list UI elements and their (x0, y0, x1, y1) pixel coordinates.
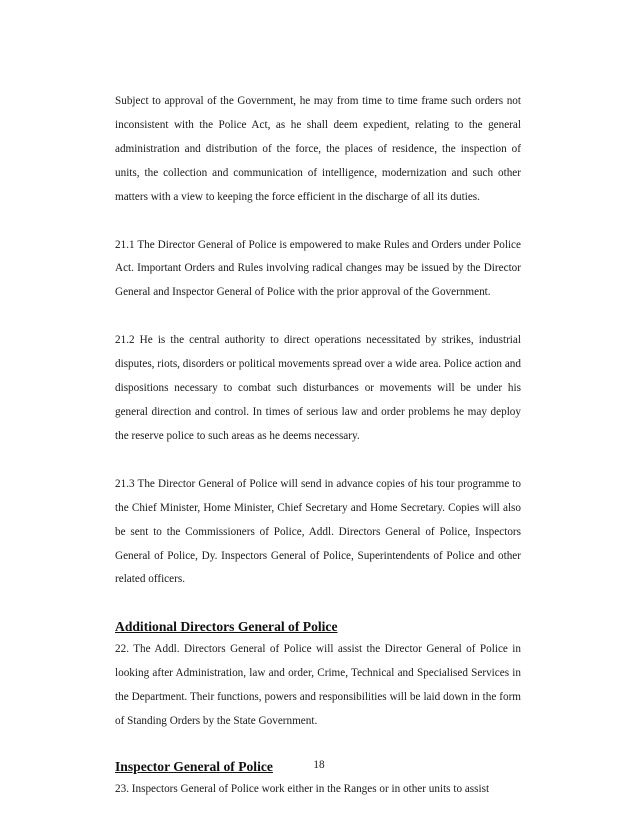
paragraph-intro: Subject to approval of the Government, he may from time to time frame such orders not inconsistent with the Police Act, as he shall deem expedient, relating to the general administration and distribution of the force, the places of residence, the inspection of units, the collection and communication of intelligence, modernization and such other matters with a view to keeping the force efficient in the discharge of all its duties. (115, 95, 521, 203)
paragraph-22: 22. The Addl. Directors General of Police will assist the Director General of Police in looking after Administration, law and order, Crime, Technical and Specialised Services in the Department. Their functions, powers and responsibilities will be laid down in the form of Standing Orders by the State Government. (115, 643, 521, 728)
paragraph-21-3: 21.3 The Director General of Police will send in advance copies of his tour programme to the Chief Minister, Home Minister, Chief Secretary and Home Secretary. Copies will also be sent to the Commissioners of Police, Addl. Directors General of Police, Inspectors General of Police, Dy. Inspectors General of Police, Superintendents of Police and other related officers. (115, 477, 521, 586)
heading-additional-directors-general: Additional Directors General of Police (115, 619, 338, 635)
page-content (115, 90, 521, 802)
paragraph-gap (115, 210, 521, 234)
paragraph-gap (115, 305, 521, 329)
page-number: 18 (313, 759, 325, 771)
paragraph-gap (115, 592, 521, 616)
paragraph-21-2: 21.2 He is the central authority to direct operations necessitated by strikes, industrial disputes, riots, disorders or political movements spread over a wide area. Police action and dispositions necessary to combat such disturbances or movements will be under his general direction and control. In times of serious law and order problems he may deploy the reserve police to such areas as he deems necessary. (115, 334, 521, 442)
heading-inspector-general: Inspector General of Police (115, 758, 273, 774)
paragraph-gap (115, 449, 521, 473)
paragraph-gap (115, 734, 521, 756)
paragraph-21-1: 21.1 The Director General of Police is empowered to make Rules and Orders under Police Act. Important Orders and Rules involving radical changes may be issued by the Director General and Inspector General of Police with the prior approval of the Government. (115, 238, 521, 299)
paragraph-23: 23. Inspectors General of Police work either in the Ranges or in other units to assist (115, 782, 490, 795)
